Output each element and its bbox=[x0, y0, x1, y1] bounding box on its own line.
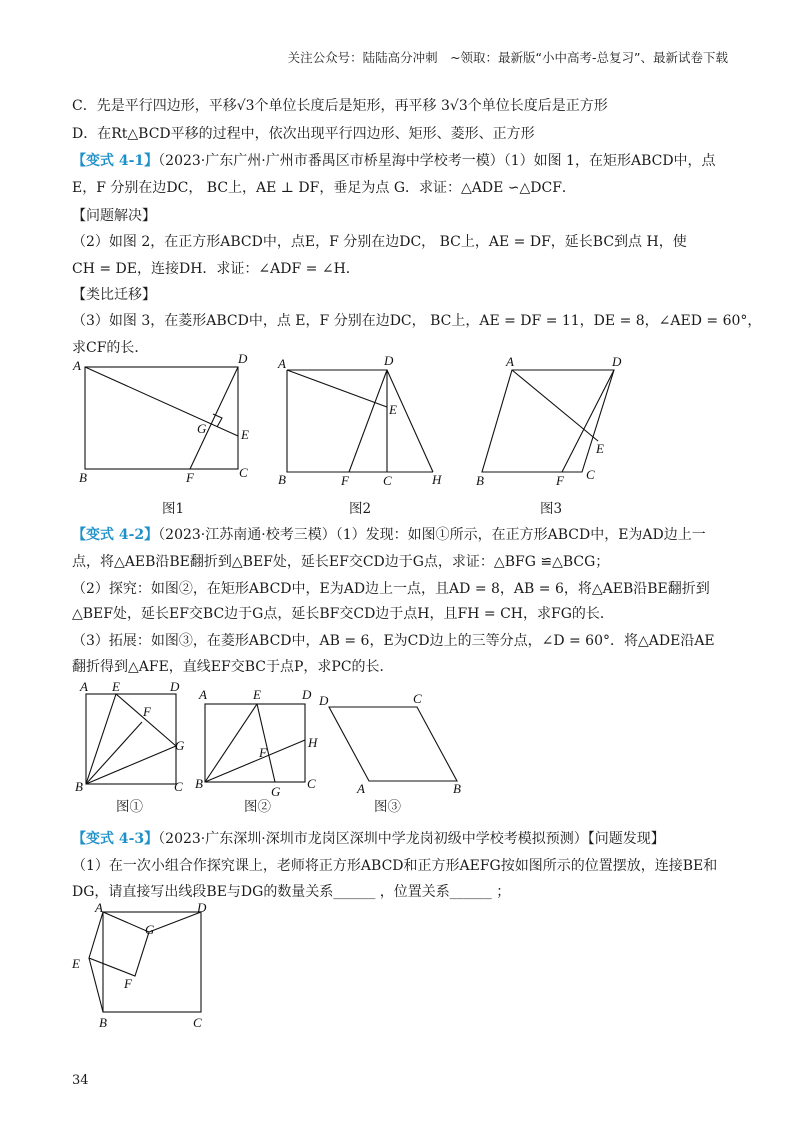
fig3-label-b: B bbox=[476, 473, 484, 487]
fig43-label-d: D bbox=[197, 900, 207, 915]
fig43-label-g: G bbox=[145, 922, 155, 937]
fig3-segment-ae bbox=[512, 370, 598, 441]
variant-4-1-line-3: 【问题解决】 bbox=[72, 208, 156, 224]
fig1-segment-ae bbox=[85, 367, 238, 436]
fig3-label-e: E bbox=[596, 441, 604, 456]
figc-rhombus bbox=[329, 707, 457, 781]
figure-2-caption: 图2 bbox=[349, 501, 372, 517]
variant-4-1-line-6: 【类比迁移】 bbox=[72, 287, 156, 303]
fig43-label-c: C bbox=[193, 1015, 202, 1030]
figb-segment-be bbox=[205, 704, 257, 782]
fig43-square-aefg bbox=[89, 912, 149, 976]
fig2-segment-df bbox=[349, 370, 387, 472]
variant-4-2-line-3: （2）探究：如图②，在矩形ABCD中，E为AD边上一点，且AD = 8，AB = 6，将△AEB沿BE翻折到 bbox=[72, 581, 710, 597]
figa-label-c: C bbox=[174, 779, 183, 794]
fig1-label-g: G bbox=[197, 421, 207, 436]
fig1-label-b: B bbox=[79, 470, 87, 485]
figb-rectangle bbox=[205, 704, 305, 782]
option-c: C．先是平行四边形，平移√3个单位长度后是矩形，再平移 3√3个单位长度后是正方形 bbox=[72, 98, 608, 114]
figure-1-diagram bbox=[70, 352, 260, 487]
variant-4-3-text-1: （2023·广东深圳·深圳市龙岗区深圳中学龙岗初级中学校考模拟预测）【问题发现】 bbox=[158, 831, 665, 847]
figure-a-diagram bbox=[70, 678, 195, 796]
fig2-segment-ae bbox=[287, 370, 387, 407]
option-d: D．在Rt△BCD平移的过程中，依次出现平行四边形、矩形、菱形、正方形 bbox=[72, 126, 535, 142]
figa-segment-bg bbox=[86, 746, 176, 784]
figc-label-d: D bbox=[319, 693, 329, 708]
figb-label-d: D bbox=[302, 687, 312, 702]
variant-4-2-line-4: △BEF处，延长EF交BC边于G点，延长BF交CD边于点H，且FH = CH，求FG的长． bbox=[72, 606, 614, 622]
variant-4-1-line-8: 求CF的长． bbox=[72, 340, 149, 356]
figb-label-a: A bbox=[199, 687, 207, 702]
variant-4-2-line-1 bbox=[72, 526, 706, 544]
fig1-label-e: E bbox=[241, 427, 249, 442]
fig43-label-f: F bbox=[124, 976, 132, 991]
figure-b-diagram bbox=[195, 682, 330, 800]
variant-4-2-text-1: （2023·江苏南通·校考三模）（1）发现：如图①所示，在正方形ABCD中，E为AD边上一 bbox=[158, 527, 706, 543]
fig1-label-a: A bbox=[73, 358, 81, 373]
figure-3-diagram bbox=[470, 352, 640, 487]
figa-segment-be bbox=[86, 694, 116, 784]
fig43-label-a: A bbox=[95, 900, 103, 915]
fig2-label-a: A bbox=[278, 356, 286, 371]
figb-label-b: B bbox=[195, 776, 203, 791]
fig3-label-f: F bbox=[556, 473, 564, 487]
figa-label-g: G bbox=[175, 738, 185, 753]
variant-4-3-line-1 bbox=[72, 830, 665, 848]
page-number: 34 bbox=[72, 1073, 89, 1088]
fig43-label-b: B bbox=[99, 1015, 107, 1030]
fig2-segment-dh bbox=[387, 370, 433, 472]
variant-4-1-line-7: （3）如图 3，在菱形ABCD中，点 E，F 分别在边DC， BC上，AE = DF = 11，DE = 8，∠AED = 60°， bbox=[72, 313, 762, 329]
variant-4-2-line-5: （3）拓展：如图③，在菱形ABCD中，AB = 6，E为CD边上的三等分点，∠D = 60°．将△ADE沿AE bbox=[72, 633, 715, 649]
variant-4-3-line-3: DG，请直接写出线段BE与DG的数量关系______ ，位置关系______ ； bbox=[72, 884, 511, 900]
figure-a-caption: 图① bbox=[116, 799, 143, 815]
fig2-label-d: D bbox=[384, 353, 394, 368]
variant-4-1-line-1 bbox=[72, 152, 716, 170]
fig2-label-c: C bbox=[383, 473, 392, 487]
fig2-label-b: B bbox=[278, 472, 286, 487]
variant-4-1-line-5: CH = DE，连接DH．求证：∠ADF = ∠H． bbox=[72, 261, 360, 277]
fig1-label-f: F bbox=[186, 470, 194, 485]
fig3-label-d: D bbox=[612, 354, 622, 369]
variant-4-3-line-2: （1）在一次小组合作探究课上，老师将正方形ABCD和正方形AEFG按如图所示的位置摆放，连接BE和 bbox=[72, 858, 718, 874]
fig3-label-a: A bbox=[506, 354, 514, 369]
variant-4-1-line-2: E，F 分别在边DC， BC上，AE ⊥ DF，垂足为点 G．求证：△ADE ∽△DCF． bbox=[72, 180, 576, 196]
figa-label-a: A bbox=[80, 679, 88, 694]
fig43-segment-be bbox=[89, 958, 103, 1012]
fig1-label-d: D bbox=[238, 352, 248, 366]
figure-c-caption: 图③ bbox=[374, 799, 401, 815]
figure-3-caption: 图3 bbox=[540, 501, 563, 517]
variant-4-3-tag: 【变式 4-3】 bbox=[72, 831, 159, 847]
figa-label-d: D bbox=[170, 679, 180, 694]
figc-label-a: A bbox=[357, 781, 365, 796]
fig2-label-f: F bbox=[341, 473, 349, 487]
figure-c-diagram bbox=[315, 683, 480, 798]
variant-4-1-tag: 【变式 4-1】 bbox=[72, 153, 159, 169]
figa-segment-eg bbox=[116, 694, 176, 746]
fig2-square bbox=[287, 370, 387, 472]
figure-1-caption: 图1 bbox=[162, 501, 185, 517]
figa-label-f: F bbox=[143, 704, 151, 719]
fig3-segment-df bbox=[562, 370, 614, 472]
figb-segment-eg bbox=[257, 704, 275, 782]
figure-2-diagram bbox=[275, 352, 455, 487]
figb-label-f: F bbox=[259, 745, 267, 760]
figure-4-3-diagram bbox=[65, 898, 225, 1033]
variant-4-1-line-4: （2）如图 2，在正方形ABCD中，点E，F 分别在边DC， BC上，AE = DF，延长BC到点 H，使 bbox=[72, 234, 687, 250]
fig2-label-e: E bbox=[389, 402, 397, 417]
figb-segment-bh bbox=[205, 740, 305, 782]
figb-label-h: H bbox=[308, 735, 318, 750]
figb-label-c: C bbox=[307, 776, 316, 791]
figb-label-g: G bbox=[271, 784, 281, 799]
variant-4-1-text-1: （2023·广东广州·广州市番禺区市桥星海中学校考一模）（1）如图 1，在矩形ABCD中，点 bbox=[158, 153, 716, 169]
fig3-rhombus bbox=[482, 370, 614, 472]
fig43-segment-dg bbox=[149, 912, 201, 932]
page-header: 关注公众号：陆陆高分冲刺 ~领取：最新版“小中高考-总复习”、最新试卷下载 bbox=[287, 50, 728, 65]
figb-label-e: E bbox=[253, 687, 261, 702]
fig2-label-h: H bbox=[432, 472, 442, 487]
variant-4-2-line-2: 点，将△AEB沿BE翻折到△BEF处，延长EF交CD边于G点，求证：△BFG ≌△BCG； bbox=[72, 554, 610, 570]
figc-label-b: B bbox=[453, 781, 461, 796]
variant-4-2-tag: 【变式 4-2】 bbox=[72, 527, 159, 543]
figa-label-b: B bbox=[75, 779, 83, 794]
fig43-label-e: E bbox=[72, 956, 80, 971]
variant-4-2-line-6: 翻折得到△AFE，直线EF交BC于点P，求PC的长． bbox=[72, 659, 394, 675]
fig1-label-c: C bbox=[239, 465, 248, 480]
figa-segment-bf bbox=[86, 722, 142, 784]
figa-label-e: E bbox=[112, 679, 120, 694]
fig1-rectangle bbox=[85, 367, 238, 469]
figure-b-caption: 图② bbox=[244, 799, 271, 815]
figc-label-c: C bbox=[413, 691, 422, 706]
fig3-label-c: C bbox=[586, 467, 595, 482]
